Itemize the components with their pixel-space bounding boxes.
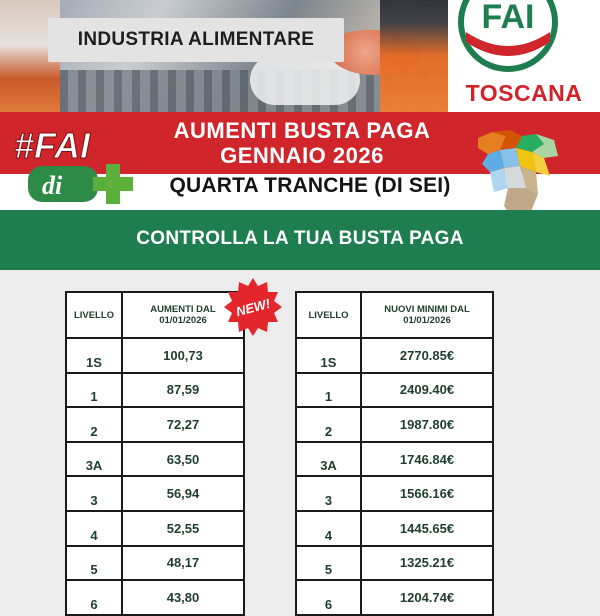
value-cell: 87,59 bbox=[122, 373, 244, 408]
table-row bbox=[296, 546, 493, 581]
value-cell: 1746.84€ bbox=[361, 442, 493, 477]
livello-cell: 3A bbox=[296, 442, 361, 477]
table-row bbox=[66, 546, 244, 581]
table-row bbox=[296, 511, 493, 546]
table-row bbox=[66, 511, 244, 546]
value-cell: 100,73 bbox=[122, 338, 244, 373]
value-cell: 63,50 bbox=[122, 442, 244, 477]
table-row bbox=[66, 580, 244, 615]
livello-cell: 6 bbox=[66, 580, 122, 615]
livello-cell: 1S bbox=[66, 338, 122, 373]
table-row bbox=[296, 407, 493, 442]
table-header-minimi bbox=[361, 292, 493, 338]
minimi-table bbox=[295, 291, 494, 616]
value-cell: 43,80 bbox=[122, 580, 244, 615]
livello-cell: 5 bbox=[296, 546, 361, 581]
region-label: TOSCANA bbox=[465, 80, 583, 106]
livello-cell: 3A bbox=[66, 442, 122, 477]
table-row bbox=[66, 407, 244, 442]
livello-cell: 6 bbox=[296, 580, 361, 615]
category-label: INDUSTRIA ALIMENTARE bbox=[48, 18, 344, 62]
value-cell: 1987.80€ bbox=[361, 407, 493, 442]
fai-logo-text: FAI bbox=[481, 0, 535, 36]
fai-di-plus-logo bbox=[10, 118, 160, 213]
new-badge bbox=[222, 276, 284, 338]
value-cell: 48,17 bbox=[122, 546, 244, 581]
livello-cell: 2 bbox=[66, 407, 122, 442]
table-row bbox=[66, 373, 244, 408]
hashtag-fai-text: #FAI bbox=[14, 125, 91, 166]
title-line-2: GENNAIO 2026 bbox=[220, 143, 384, 168]
table-row bbox=[296, 442, 493, 477]
header-aumenti-text: AUMENTI DAL 01/01/2026 bbox=[150, 304, 216, 326]
value-cell: 1445.65€ bbox=[361, 511, 493, 546]
livello-cell: 2 bbox=[296, 407, 361, 442]
livello-cell: 4 bbox=[296, 511, 361, 546]
aumenti-table bbox=[65, 291, 245, 616]
cta-text: CONTROLLA LA TUA BUSTA PAGA bbox=[136, 228, 464, 249]
value-cell: 2409.40€ bbox=[361, 373, 493, 408]
table-row bbox=[66, 442, 244, 477]
di-text: di bbox=[42, 171, 63, 200]
title-line-1: AUMENTI BUSTA PAGA bbox=[173, 118, 431, 143]
new-badge-text: NEW! bbox=[234, 295, 272, 320]
table-row bbox=[66, 476, 244, 511]
livello-cell: 5 bbox=[66, 546, 122, 581]
header-minimi-text: NUOVI MINIMI DAL 01/01/2026 bbox=[384, 304, 470, 326]
value-cell: 2770.85€ bbox=[361, 338, 493, 373]
livello-cell: 3 bbox=[296, 476, 361, 511]
livello-cell: 4 bbox=[66, 511, 122, 546]
table-row bbox=[66, 338, 244, 373]
value-cell: 1325.21€ bbox=[361, 546, 493, 581]
plus-icon bbox=[93, 164, 133, 204]
table-header-livello: LIVELLO bbox=[66, 292, 122, 338]
livello-cell: 1 bbox=[296, 373, 361, 408]
value-cell: 1566.16€ bbox=[361, 476, 493, 511]
title-line-3: QUARTA TRANCHE (DI SEI) bbox=[169, 174, 451, 197]
livello-cell: 3 bbox=[66, 476, 122, 511]
livello-cell: 1 bbox=[66, 373, 122, 408]
value-cell: 72,27 bbox=[122, 407, 244, 442]
livello-cell: 1S bbox=[296, 338, 361, 373]
table-header-livello: LIVELLO bbox=[296, 292, 361, 338]
table-row bbox=[296, 580, 493, 615]
table-row bbox=[296, 338, 493, 373]
value-cell: 1204.74€ bbox=[361, 580, 493, 615]
fai-logo-icon bbox=[456, 0, 560, 74]
table-row bbox=[296, 476, 493, 511]
value-cell: 52,55 bbox=[122, 511, 244, 546]
table-row bbox=[296, 373, 493, 408]
value-cell: 56,94 bbox=[122, 476, 244, 511]
